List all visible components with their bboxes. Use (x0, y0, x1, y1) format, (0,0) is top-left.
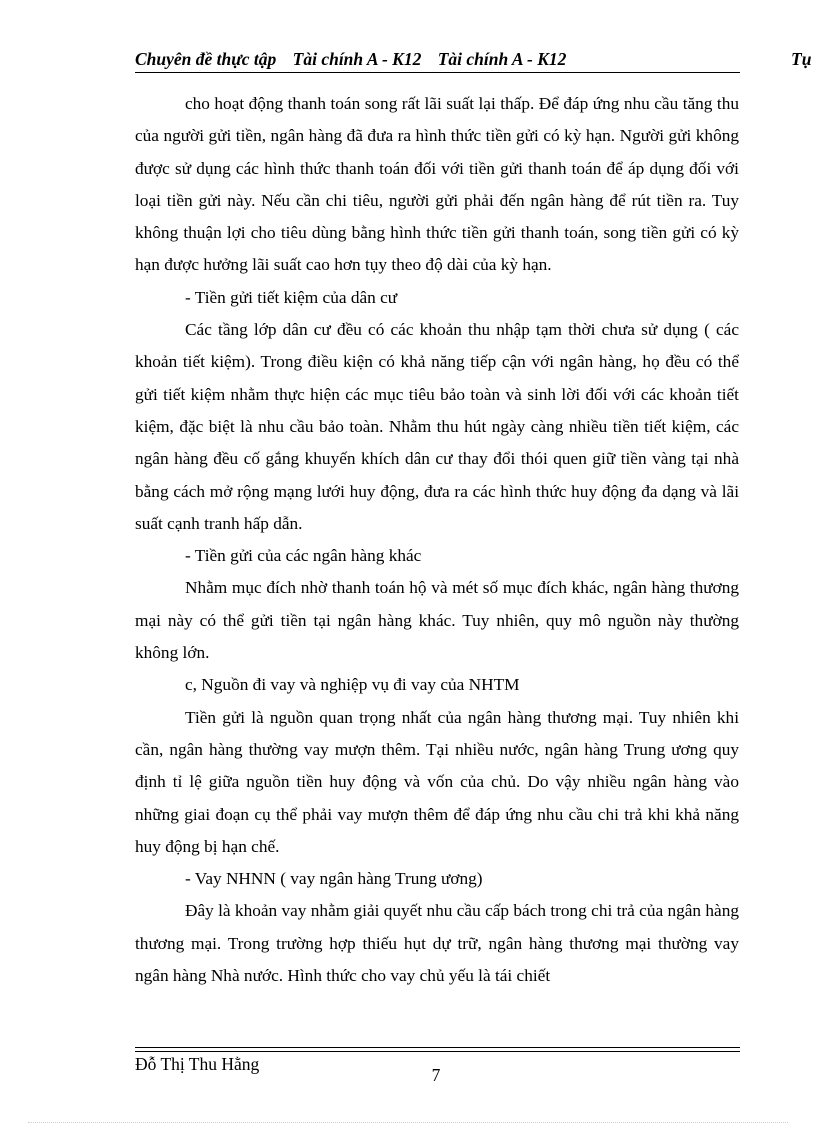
section-heading-borrowing: c, Nguồn đi vay và nghiệp vụ đi vay của NHTM (185, 675, 520, 695)
footer-divider-bottom (135, 1051, 740, 1052)
running-header (135, 49, 816, 71)
subheading-savings-deposit: - Tiền gửi tiết kiệm của dân cư (185, 287, 398, 307)
header-title: Chuyên đề thực tập (135, 49, 277, 69)
header-subject-repeat: Tài chính A - K12 (437, 49, 567, 69)
footer-divider-top (135, 1047, 740, 1048)
subheading-central-bank-loan: - Vay NHNN ( vay ngân hàng Trung ương) (185, 869, 483, 889)
paragraph-savings-deposit: Các tầng lớp dân cư đều có các khoản thu nhập tạm thời chưa sử dụng ( các khoản tiết kiệm). Trong điều kiện có khả năng tiếp cận với ngân hàng, họ đều có thể gửi tiết kiệm nhằm thực hiện các mục tiêu bảo toàn và sinh lời đối với các khoản tiết kiệm, đặc biệt là nhu cầu bảo toàn. Nhằm thu hút ngày càng nhiều tiền tiết kiệm, các ngân hàng đều cố gắng khuyến khích dân cư thay đổi thói quen giữ tiền vàng tại nhà bằng cách mở rộng mạng lưới huy động, đưa ra các hình thức huy động đa dạng và lãi suất cạnh tranh hấp dẫn. (135, 320, 739, 533)
header-divider (135, 72, 740, 73)
header-subject: Tài chính A - K12 (292, 49, 422, 69)
subheading-interbank-deposit: - Tiền gửi của các ngân hàng khác (185, 546, 422, 566)
header-right-fragment: Tụ (791, 49, 812, 69)
paragraph-interbank-deposit: Nhằm mục đích nhờ thanh toán hộ và mét số mục đích khác, ngân hàng thương mại này có thể gửi tiền tại ngân hàng khác. Tuy nhiên, quy mô nguồn này thường không lớn. (135, 578, 739, 663)
document-body (135, 88, 739, 992)
paragraph-central-bank-loan: Đây là khoản vay nhằm giải quyết nhu cầu cấp bách trong chi trả của ngân hàng thương mại. Trong trường hợp thiếu hụt dự trữ, ngân hàng thương mại thường vay ngân hàng Nhà nước. Hình thức cho vay chủ yếu là tái chiết (135, 901, 739, 986)
footer-author: Đỗ Thị Thu Hằng (135, 1054, 260, 1074)
paragraph-borrowing: Tiền gửi là nguồn quan trọng nhất của ngân hàng thương mại. Tuy nhiên khi cần, ngân hàng thường vay mượn thêm. Tại nhiều nước, ngân hàng Trung ương quy định tỉ lệ giữa nguồn tiền huy động và vốn của chủ. Do vậy nhiều ngân hàng vào những giai đoạn cụ thể phải vay mượn thêm để đáp ứng nhu cầu chi trả khi khả năng huy động bị hạn chế. (135, 707, 739, 856)
page-number: 7 (431, 1065, 441, 1085)
paragraph-term-deposit: cho hoạt động thanh toán song rất lãi suất lại thấp. Để đáp ứng nhu cầu tăng thu của người gửi tiền, ngân hàng đã đưa ra hình thức tiền gửi có kỳ hạn. Người gửi không được sử dụng các hình thức thanh toán đối với tiền gửi thanh toán để áp dụng đối với loại tiền gửi này. Nếu cần chi tiêu, người gửi phải đến ngân hàng để rút tiền ra. Tuy không thuận lợi cho tiêu dùng bằng hình thức tiền gửi thanh toán, song tiền gửi có kỳ hạn được hưởng lãi suất cao hơn tụy theo độ dài của kỳ hạn. (135, 94, 739, 275)
